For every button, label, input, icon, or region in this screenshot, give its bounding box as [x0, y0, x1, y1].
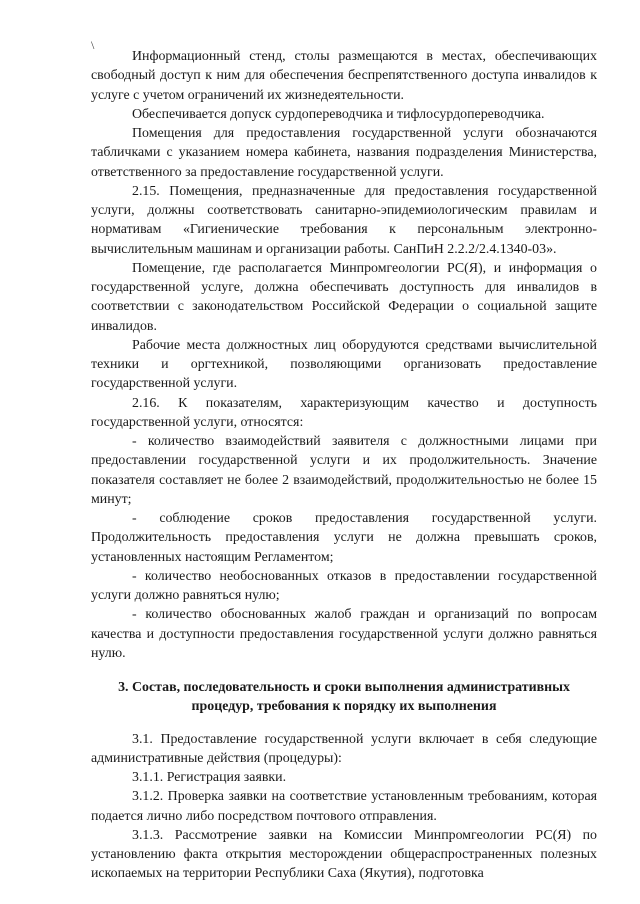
paragraph-3-1-2: 3.1.2. Проверка заявки на соответствие установленным требованиям, которая подается лично либо посредством почтового отправления. [91, 789, 597, 824]
paragraph-workplaces: Рабочие места должностных лиц оборудуются средствами вычислительной техники и оргтехникой, позволяющими организовать предоставление государственной услуги. [91, 337, 597, 392]
section-heading [91, 678, 597, 717]
paragraph-interpreter: Обеспечивается допуск сурдопереводчика и тифлосурдопереводчика. [132, 106, 545, 122]
paragraph-3-1-1: 3.1.1. Регистрация заявки. [132, 770, 287, 785]
page-marker: \ [91, 38, 95, 52]
paragraph-3-1-3: 3.1.3. Рассмотрение заявки на Комиссии Минпромгеологии РС(Я) по установлению факта открытия месторождении общераспространенных полезных ископаемых на территории Республики Саха (Якутия), подготовка [91, 827, 597, 882]
paragraph-signage: Помещения для предоставления государственной услуги обозначаются табличками с указанием номера кабинета, названия подразделения Министерства, ответственного за предоставление государственной услуги. [91, 126, 597, 180]
list-item-refusals: - количество необоснованных отказов в предоставлении государственной услуги должно равняться нулю; [91, 568, 597, 603]
paragraph-info-stand: Информационный стенд, столы размещаются в местах, обеспечивающих свободный доступ к ним для обеспечения беспрепятственного доступа инвалидов к услуге с учетом ограничений их жизнедеятельности. [91, 49, 597, 103]
paragraph-accessibility: Помещение, где располагается Минпромгеологии РС(Я), и информация о государственной услуге, должна обеспечивать доступность для инвалидов в соответствии с законодательством Российской Федерации о социальной защите инвалидов. [91, 260, 597, 334]
paragraph-3-1: 3.1. Предоставление государственной услуги включает в себя следующие административные действия (процедуры): [91, 731, 597, 766]
section-heading-line-1: 3. Состав, последовательность и сроки выполнения административных [118, 680, 570, 695]
spacer [91, 717, 597, 730]
document-body [91, 47, 597, 884]
list-item-interactions: - количество взаимодействий заявителя с должностными лицами при предоставлении государственной услуги и их продолжительность. Значение показателя составляет не более 2 взаимодействий, продолжительностью не более 15 минут; [91, 434, 597, 507]
paragraph-2-16: 2.16. К показателям, характеризующим качество и доступность государственной услуги, относятся: [91, 395, 597, 430]
list-item-complaints: - количество обоснованных жалоб граждан и организаций по вопросам качества и доступности предоставления государственной услуги должно равняться нулю. [91, 607, 597, 661]
spacer [91, 663, 597, 678]
list-item-deadlines: - соблюдение сроков предоставления государственной услуги. Продолжительность предоставления услуги не должна превышать сроков, установленных настоящим Регламентом; [91, 511, 597, 565]
paragraph-2-15: 2.15. Помещения, предназначенные для предоставления государственной услуги, должны соответствовать санитарно-эпидемиологическим правилам и нормативам «Гигиенические требования к персональным электронно-вычислительным машинам и организации работы. СанПиН 2.2.2/2.4.1340-03». [91, 183, 597, 257]
section-heading-line-2: процедур, требования к порядку их выполнения [191, 699, 497, 715]
